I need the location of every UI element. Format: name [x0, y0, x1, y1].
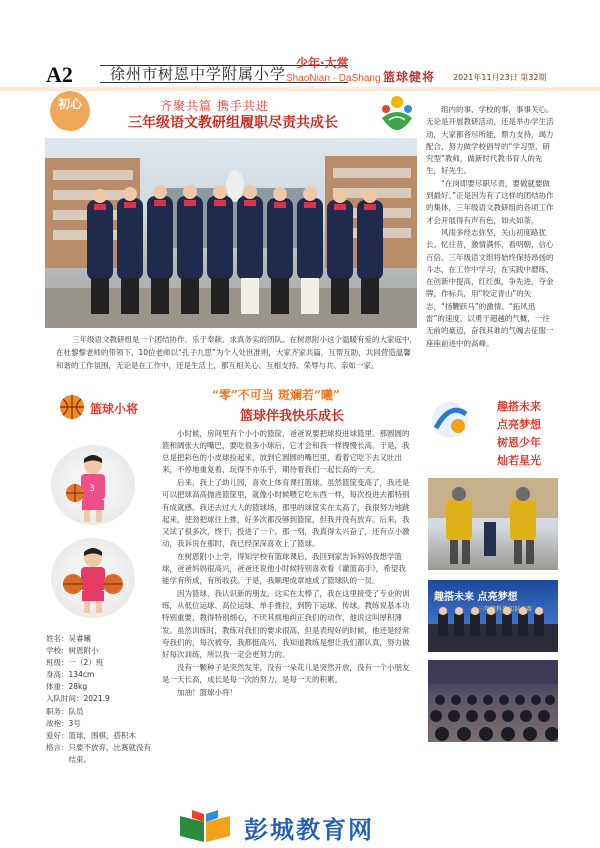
profile-key: 身高：	[46, 670, 69, 680]
section-pinyin: ShaoNian · DaShang	[286, 73, 381, 84]
profile-value: 2021.9	[83, 694, 110, 704]
profile-value: 只要不放弃，比赛就没有结束。	[68, 742, 151, 764]
teachers-group-photo	[45, 138, 417, 328]
slogan-line: 趣搭未来	[497, 400, 541, 413]
player-photo-1	[51, 445, 135, 525]
profile-key: 体重：	[46, 682, 69, 692]
slogan	[474, 398, 564, 470]
article2-paragraph: 在树恩附小上学，得知学校有篮球课后，我回到家告诉妈妈我想学篮球，爸爸妈妈很高兴，爸爸还说他小时候特别喜欢看《灌篮高手》，希望我能学有所成，有所收获。于是，我顺理成章地成了篮球队的一员。	[162, 551, 406, 586]
article2-body	[162, 428, 412, 700]
basketball-star-icon	[57, 393, 87, 421]
profile-key: 姓名：	[46, 634, 69, 643]
article1-paragraph: 组内的事、学校的事，事事关心。无论是开展教研活动，还是举办学生活动，大家都各尽所能，鼎力支持，竭力配合，努力做学校倡导的“学习型、研究型”教师，做新时代教书育人的先生，好先生。	[426, 105, 554, 176]
profile-row	[46, 645, 158, 657]
profile-value: 队员	[68, 706, 84, 716]
profile-value: 一（2）班	[68, 658, 104, 668]
article2-subtitle: “零”不可当 斑斓若“曦”	[212, 388, 340, 402]
slogan-line: 灿若星光	[497, 454, 541, 467]
slogan-line: 点亮梦想	[497, 418, 541, 431]
profile-row	[46, 730, 158, 742]
profile-row	[46, 669, 158, 681]
school-emblem-icon	[376, 92, 418, 132]
svg-text:3: 3	[89, 484, 95, 494]
profile-key: 学校：	[46, 646, 69, 656]
profile-value: 吴睿曦	[68, 634, 91, 643]
robot-exhibit-photo	[428, 478, 558, 570]
profile-key: 战袍：	[46, 718, 69, 728]
science-logo-icon	[428, 398, 472, 444]
profile-key: 爱好：	[46, 730, 69, 740]
contest-banner-title: 趣搭未来 点亮梦想	[434, 592, 518, 603]
contest-banner-subtitle: 三年级科普知识竞赛	[478, 606, 533, 613]
column-name: 篮球健将	[383, 70, 436, 84]
profile-value: 树恩附小	[68, 646, 99, 656]
player-photo-2	[51, 538, 135, 618]
article2-paragraph: 小时候，房间里有个小小的篮筐，爸爸说要把球投进球篮里。那圆圆的篮和阔张大的嘴巴，要吃很多小球后，它才会和我一样慢慢长高。于是，我总是把彩色的小皮球捡起来，放到它圆圆的嘴巴里，看着它吃下去又吐出来，不停地重复着，玩得不亦乐乎，期待着我们一起长高的一天。	[162, 429, 410, 475]
profile-row	[46, 706, 158, 718]
article1-paragraph: 风雨多经志弥坚，关山初度路犹长。忆往昔，激情满怀，看明朝，信心百倍。三年级语文组将始终保持昂扬的斗志，在工作中学习，在实践中磨练，在创新中提高，红红旗，争先进，夺金牌，作标兵，用“咬定青山”的矢志，“扬鞭跃马”的激情、“拓风迅雷”的速度，以勇于超越的气概，一往无前的豪迈，奋我其谁的气魄去征服一座座前进中的高峰。	[426, 227, 554, 348]
profile-key: 入队时间：	[46, 694, 84, 704]
article2-paragraph: 加油！篮球小将！	[177, 687, 237, 697]
article1-subtitle: 齐聚共篇 携手共进	[160, 99, 269, 113]
profile-key: 格言：	[46, 742, 69, 752]
profile-value: 篮球，围棋，搭积木	[68, 730, 136, 740]
article2-paragraph: 后来，我上了幼儿园，喜欢上体育课打篮球。虽然篮筐变高了，我还是可以把球高高抛进篮筐里，就像小时候喂它吃东西一样，每次投进去都特别有成就感。我还去过大人的篮球场，那里的球筐实在太高了，我很努力地跳起来，使劲把球往上推，好多次都没够到篮筐，但我并没有放弃。后来，我又试了很多次，终于，投进了一个。那一刻，我真得太兴奋了，还有点小激动，我诉说在那时，我已经深深喜欢上了篮球。	[162, 478, 410, 548]
chuxin-badge: 初心	[50, 91, 90, 131]
profile-row	[46, 718, 158, 730]
issue-date: 2021年11月23日 第32期	[453, 73, 547, 82]
profile-row	[46, 742, 158, 766]
profile-value: 3号	[68, 718, 81, 728]
article1-caption: 三年级语文教研组是一个团结协作、乐于奉献、求真务实的团队。在树恩附小这个温暖有爱的大家庭中，在杜黎黎老师的带领下，10位老师以“孔子九思”为个人处世准则，大家齐家共篇，互帮互助，共同营造温馨和谐的工作氛围，无论是在工作中，还是生活上，都互相关心、互相支持、荣辱与共、亲如一家。	[56, 335, 417, 370]
school-name: 徐州市树恩中学附属小学	[110, 65, 287, 83]
slogan-line: 树恩少年	[497, 436, 541, 449]
profile-key: 职务：	[46, 706, 69, 716]
section-title: 少年·大赏	[296, 56, 349, 70]
article2-paragraph: 因为篮球，我认识新的朋友，这实在太棒了，我在这里接受了专业的训练，从低位运球、高位运球、单手推拉，到胯下运球、传球。教练说基本功特别重要，教得特别细心，不厌其烦地纠正我们的动作，他说这叫厚积薄发。虽然训练时，教练对我们的要求很高，但是表现好的时候，他还是经常夸我们的，每次被夸，我都挺高兴，我知道教练是想让我们都认真，努力做好每次训练，所以我一定会更努力的。	[162, 589, 410, 659]
profile-value: 134cm	[68, 670, 95, 680]
article1-paragraph: “在岗即要尽职尽责，要做就要做到最好。”正是因为有了这样的团结协作的集体，三年级语文教研组的各项工作才会开展得有声有色，如火如荼。	[426, 178, 554, 225]
article1-title: 三年级语文教研组履职尽责共成长	[128, 115, 338, 131]
profile-row	[46, 657, 158, 669]
article1-right-text	[426, 104, 554, 350]
player-profile	[46, 633, 158, 766]
star-player-label: 篮球小将	[90, 402, 139, 416]
profile-row	[46, 633, 158, 645]
article2-paragraph: 没有一颗种子是突然发芽，没有一朵花儿是突然开放，没有一个小朋友是一天长高，成长是每一次的努力，是每一天的积累。	[162, 662, 410, 684]
auditorium-photo	[428, 660, 558, 742]
profile-row	[46, 681, 158, 693]
profile-value: 28kg	[68, 682, 88, 692]
profile-row	[46, 693, 158, 705]
page-label: A2	[46, 62, 73, 87]
profile-key: 班级：	[46, 658, 69, 668]
footer-site-name: 彭城教育网	[244, 816, 374, 844]
article2-title: 篮球伴我快乐成长	[240, 409, 345, 424]
header-band	[0, 87, 600, 91]
